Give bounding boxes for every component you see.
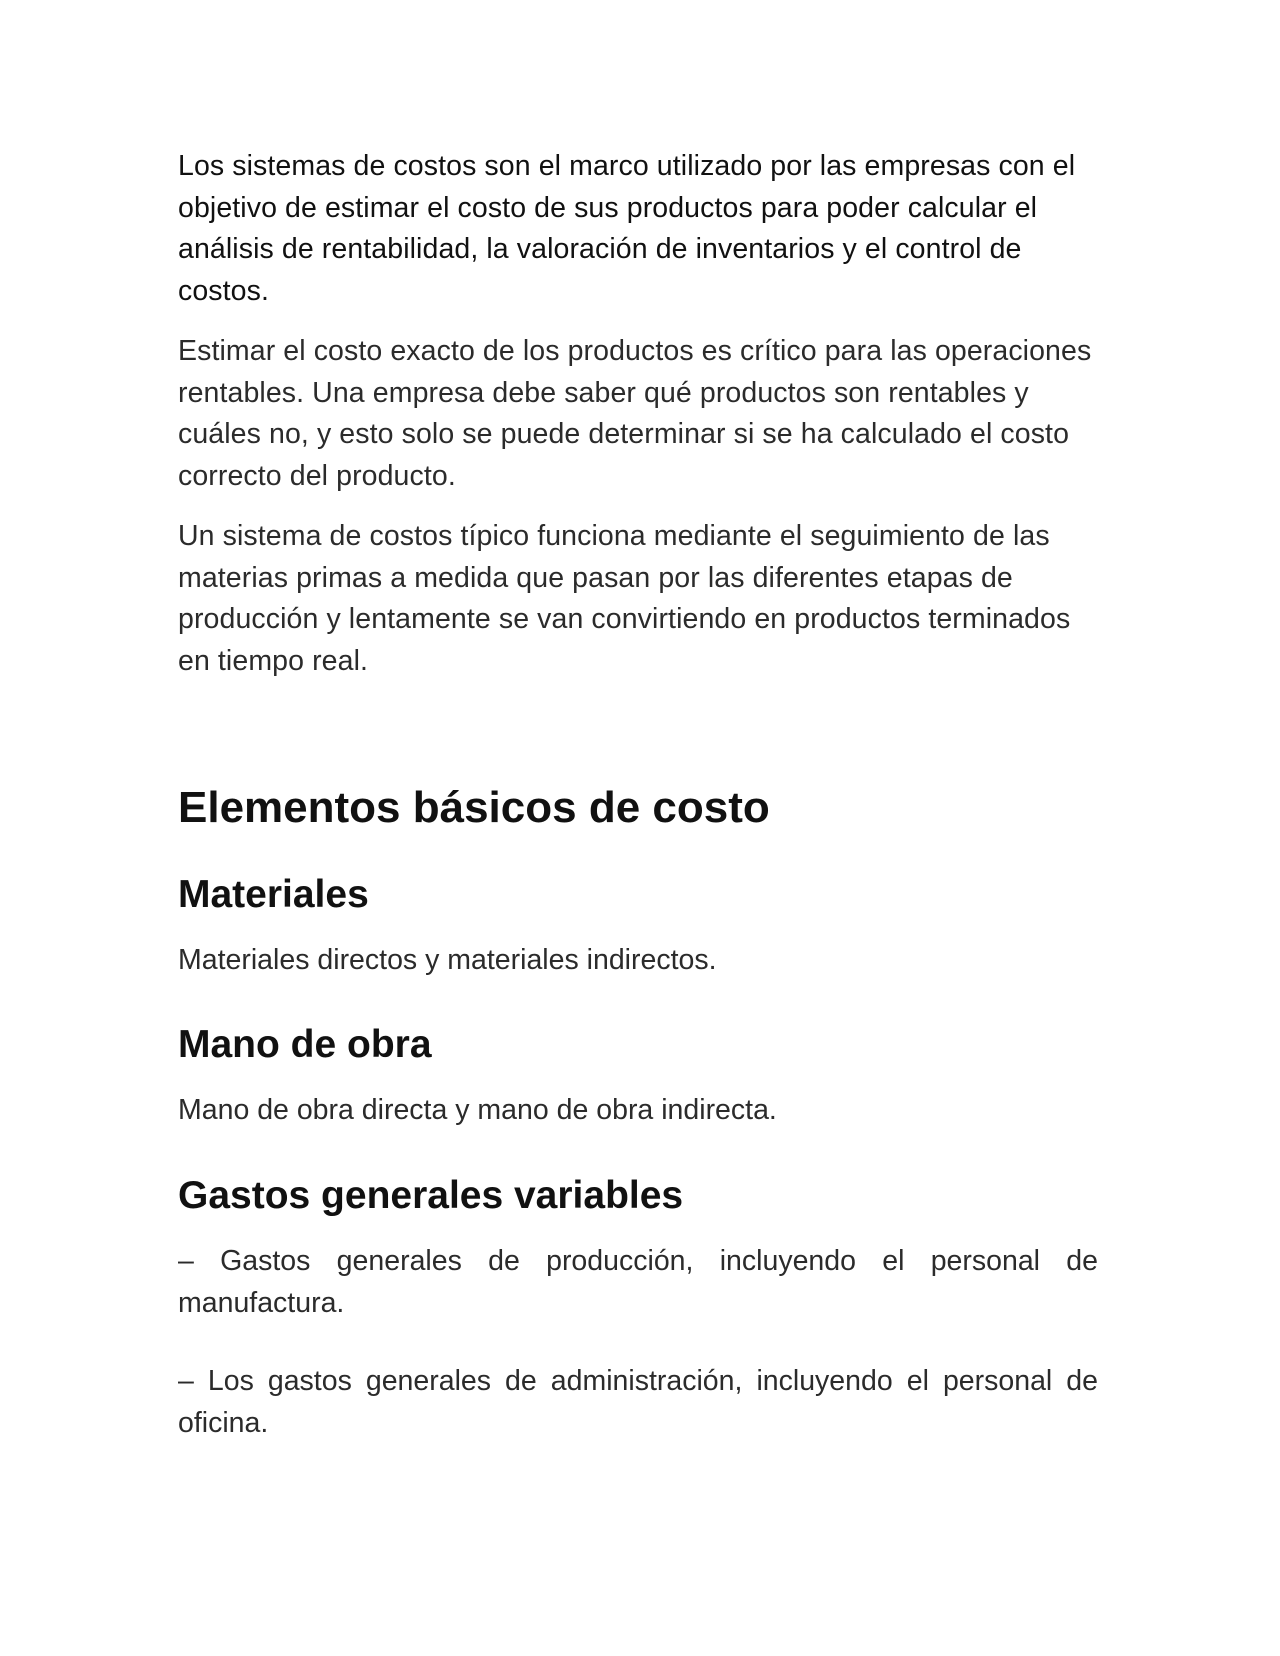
- intro-paragraph-1: Los sistemas de costos son el marco utilizado por las empresas con el objetivo de estimar el costo de sus productos para poder calcular el análisis de rentabilidad, la valoración de inventarios y el control de costos.: [178, 150, 1076, 307]
- materiales-block: [178, 872, 1098, 982]
- gastos-item-2: – Los gastos generales de administración, incluyendo el personal de oficina.: [178, 1365, 1098, 1439]
- gastos-heading: Gastos generales variables: [178, 1174, 684, 1217]
- intro-paragraph-3: Un sistema de costos típico funciona mediante el seguimiento de las materias primas a medida que pasan por las diferentes etapas de producción y lentamente se van convirtiendo en productos terminados en tiempo real.: [178, 520, 1071, 677]
- mano-de-obra-text: Mano de obra directa y mano de obra indirecta.: [178, 1094, 777, 1126]
- section-title: Elementos básicos de costo: [178, 783, 770, 832]
- gastos-block: [178, 1173, 1098, 1444]
- materiales-heading: Materiales: [178, 873, 369, 916]
- intro-paragraph-2: Estimar el costo exacto de los productos es crítico para las operaciones rentables. Una empresa debe saber qué productos son rentables y cuáles no, y esto solo se puede determinar si se ha calculado el costo correcto del producto.: [178, 335, 1092, 492]
- intro-section: [178, 146, 1098, 682]
- mano-de-obra-block: [178, 1022, 1098, 1132]
- mano-de-obra-heading: Mano de obra: [178, 1023, 432, 1066]
- document-page: [178, 146, 1098, 1439]
- gastos-item-1: – Gastos generales de producción, incluyendo el personal de manufactura.: [178, 1245, 1098, 1319]
- materiales-text: Materiales directos y materiales indirectos.: [178, 944, 717, 976]
